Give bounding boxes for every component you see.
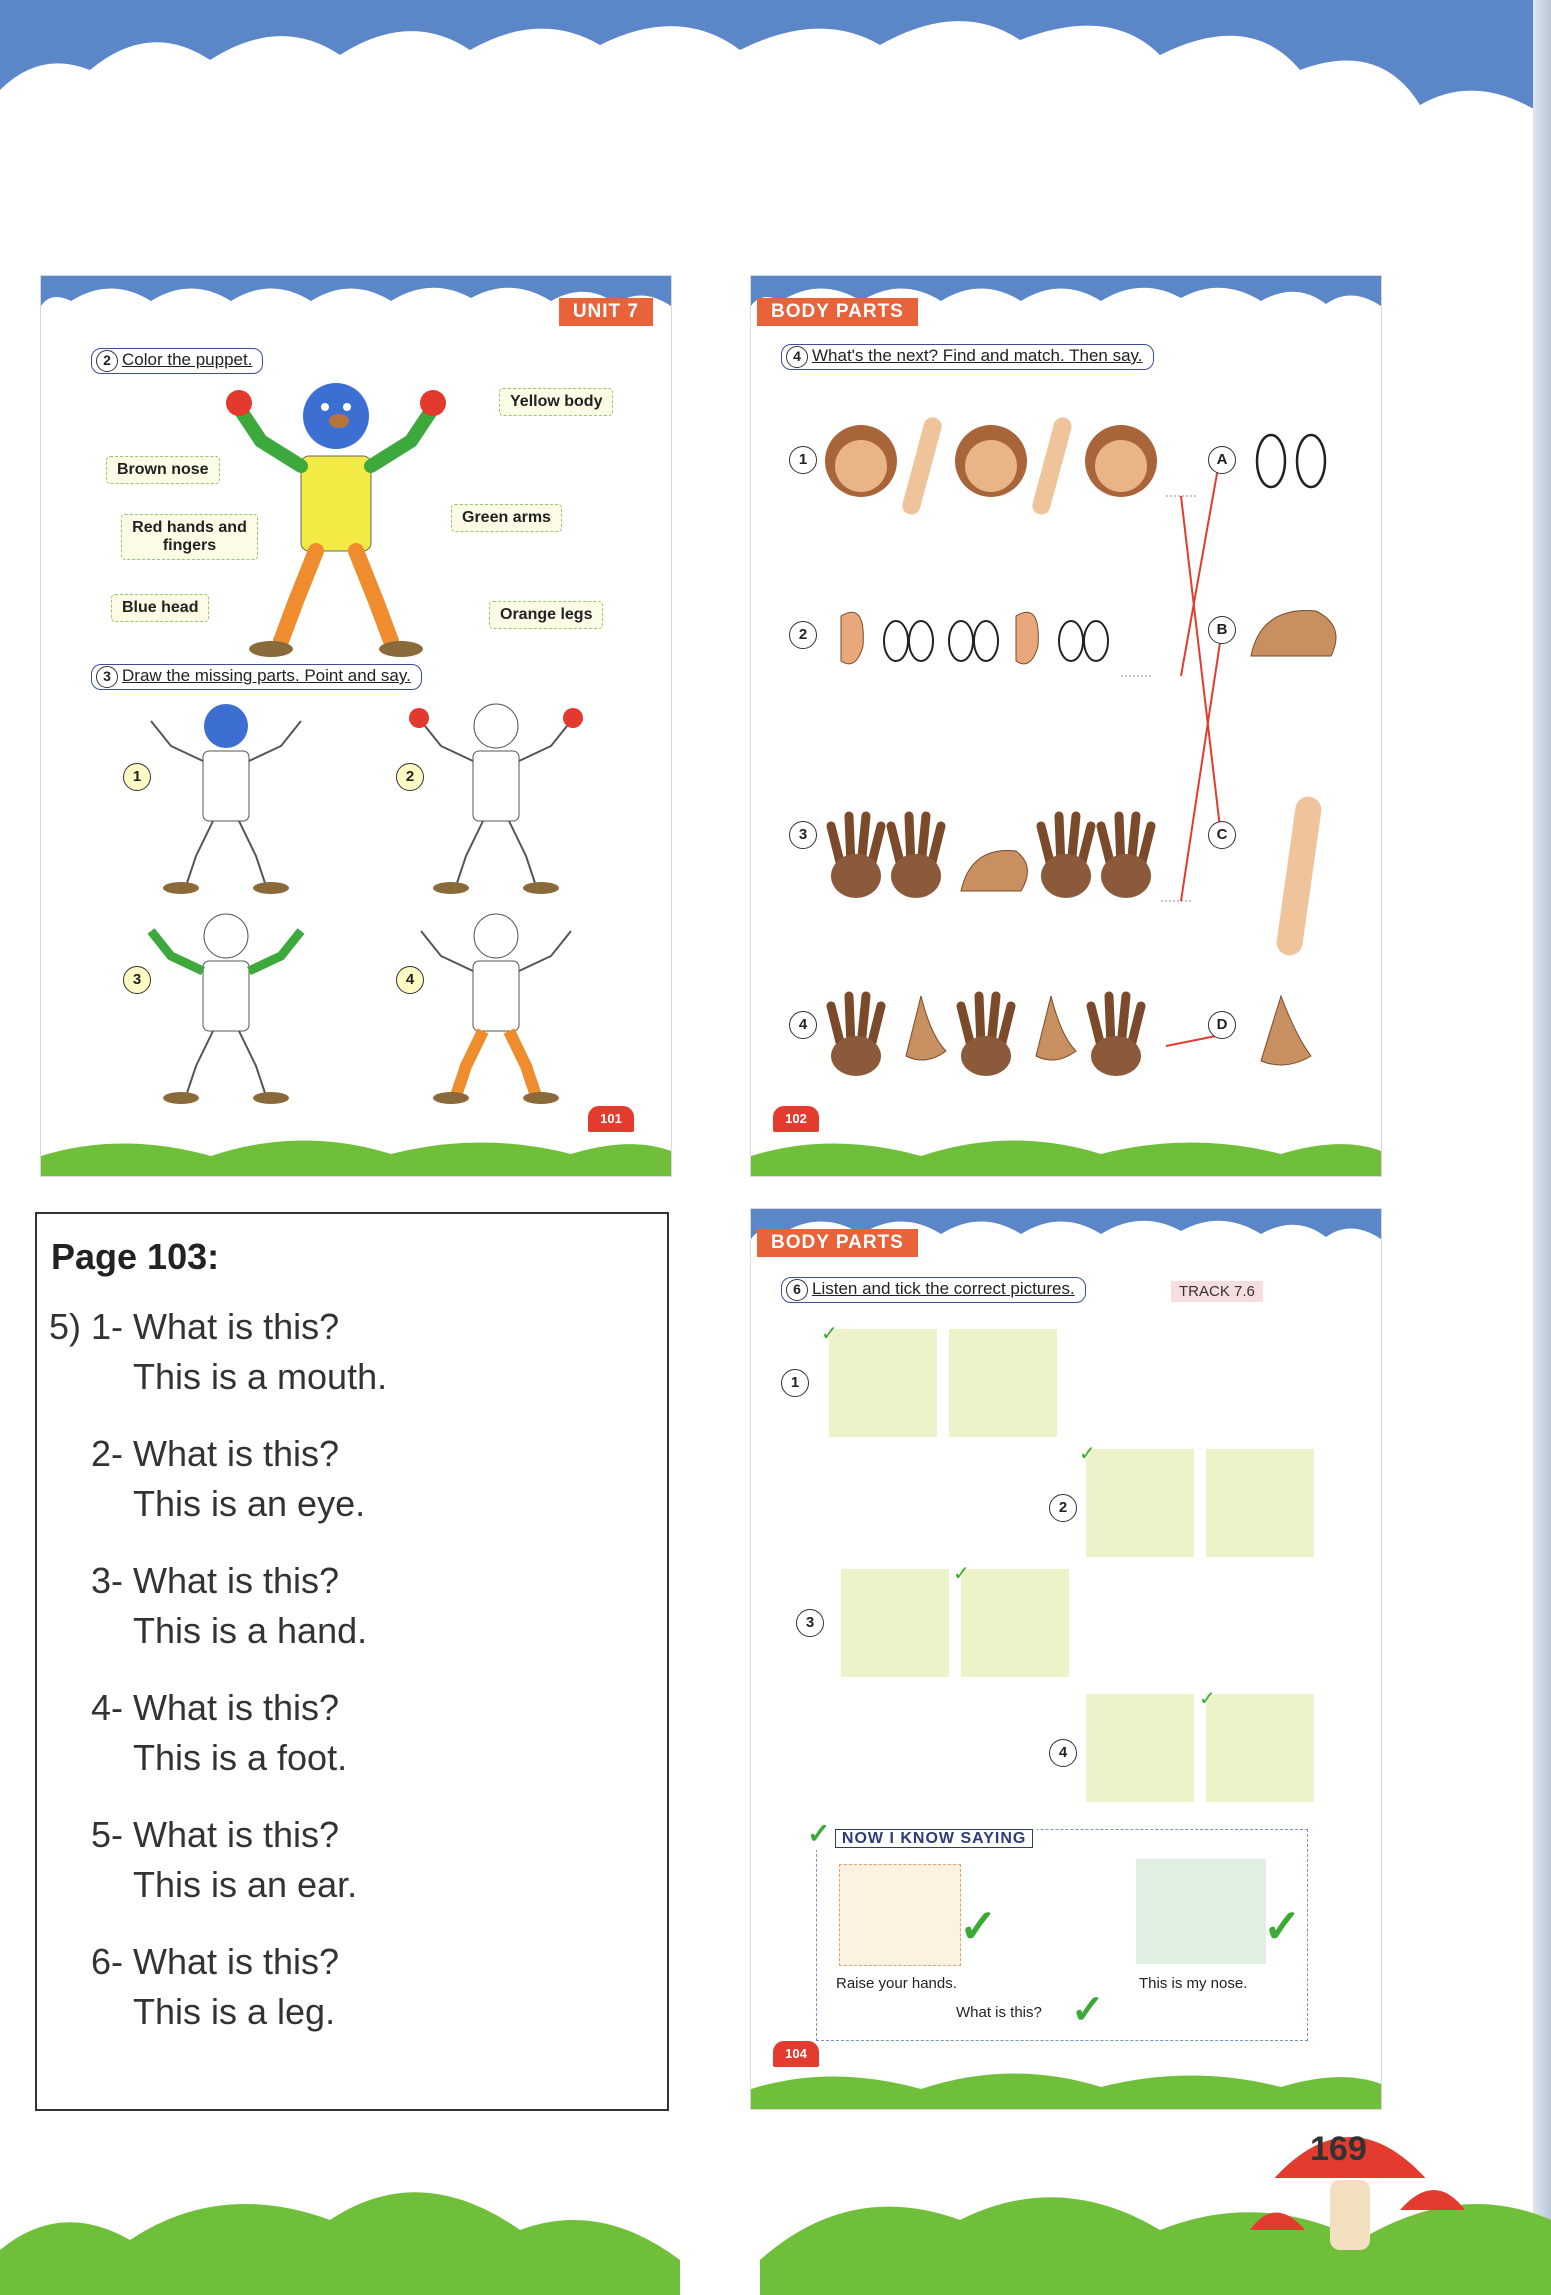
check-icon: ✓ (959, 1900, 998, 1952)
puppet-outline-4 (401, 906, 591, 1106)
option-b: B (1208, 616, 1236, 644)
label-green-arms: Green arms (451, 504, 562, 532)
exercise-3-instruction (91, 664, 422, 690)
label-red-hands: Red hands and fingers (121, 514, 258, 560)
body-parts-tag: BODY PARTS (757, 1229, 918, 1257)
picture-2b (1206, 1449, 1314, 1557)
panel-grass (751, 1126, 1381, 1176)
nose-picture (1136, 1859, 1266, 1964)
sky-cloud-banner (0, 0, 1551, 170)
check-icon: ✓ (1079, 1443, 1096, 1465)
page-number-badge: 102 (771, 1104, 821, 1134)
answer-item-1 (49, 1302, 387, 1402)
instruction-text: Draw the missing parts. Point and say. (122, 666, 411, 685)
picture-2a (1086, 1449, 1194, 1557)
answer-item-4 (91, 1683, 347, 1783)
check-icon: ✓ (953, 1563, 970, 1585)
question-text: 4- What is this? (91, 1687, 340, 1728)
question-text: 1- What is this? (91, 1306, 340, 1347)
panel-grass (41, 1126, 671, 1176)
answer-item-5 (91, 1810, 357, 1910)
exercise-prefix: 5) (49, 1306, 82, 1347)
option-d: D (1208, 1011, 1236, 1039)
answer-item-3 (91, 1556, 367, 1656)
answer-text: This is a hand. (133, 1610, 368, 1651)
item-number-2: 2 (1049, 1494, 1077, 1522)
caption-what-is-this: What is this? (956, 2004, 1042, 2021)
raise-hands-picture (839, 1864, 961, 1966)
check-icon: ✓ (1071, 1988, 1105, 2032)
instruction-text: What's the next? Find and match. Then say. (812, 346, 1143, 365)
label-yellow-body: Yellow body (499, 388, 613, 416)
puppet-outline-1 (131, 696, 321, 896)
row-number-3: 3 (789, 821, 817, 849)
item-number-3: 3 (796, 1609, 824, 1637)
check-icon: ✓ (807, 1818, 831, 1849)
picture-3b (961, 1569, 1069, 1677)
picture-1b (949, 1329, 1057, 1437)
answer-text: This is a leg. (133, 1991, 336, 2032)
page-101-panel (40, 275, 672, 1177)
caption-raise-hands: Raise your hands. (836, 1975, 957, 1992)
item-number-2: 2 (396, 763, 424, 791)
answer-item-6 (91, 1937, 339, 2037)
instruction-text: Color the puppet. (122, 350, 253, 369)
question-text: 2- What is this? (91, 1433, 340, 1474)
answer-text: This is a foot. (133, 1737, 348, 1778)
puppet-outline-3 (131, 906, 321, 1106)
item-number-4: 4 (396, 966, 424, 994)
body-parts-tag: BODY PARTS (757, 298, 918, 326)
label-orange-legs: Orange legs (489, 601, 603, 629)
item-number-3: 3 (123, 966, 151, 994)
question-text: 5- What is this? (91, 1814, 340, 1855)
row-number-4: 4 (789, 1011, 817, 1039)
page-edge (1533, 0, 1551, 2295)
picture-3a (841, 1569, 949, 1677)
page-104-panel (750, 1208, 1382, 2110)
label-brown-nose: Brown nose (106, 456, 220, 484)
pattern-sequences-illustration (821, 396, 1251, 1076)
row-number-2: 2 (789, 621, 817, 649)
check-icon: ✓ (1263, 1900, 1302, 1952)
exercise-4-instruction (781, 344, 1154, 370)
answer-text: This is a mouth. (133, 1356, 388, 1397)
option-a: A (1208, 446, 1236, 474)
now-i-know-title: NOW I KNOW SAYING (835, 1829, 1033, 1848)
option-c: C (1208, 821, 1236, 849)
row-number-1: 1 (789, 446, 817, 474)
answer-text: This is an eye. (133, 1483, 366, 1524)
puppet-outline-2 (401, 696, 591, 896)
item-number-4: 4 (1049, 1739, 1077, 1767)
instruction-text: Listen and tick the correct pictures. (812, 1279, 1075, 1298)
check-icon: ✓ (821, 1323, 838, 1345)
check-icon: ✓ (1199, 1688, 1216, 1710)
exercise-number: 4 (786, 346, 808, 368)
track-label: TRACK 7.6 (1171, 1281, 1263, 1302)
question-text: 6- What is this? (91, 1941, 340, 1982)
now-i-know-header (803, 1817, 1037, 1850)
picture-1a (829, 1329, 937, 1437)
answer-box-page-103 (35, 1212, 669, 2111)
page-number-badge: 104 (771, 2039, 821, 2069)
answer-title: Page 103: (51, 1236, 220, 1277)
answer-pictures (1241, 416, 1361, 1076)
picture-4a (1086, 1694, 1194, 1802)
question-text: 3- What is this? (91, 1560, 340, 1601)
exercise-number: 2 (96, 350, 118, 372)
exercise-number: 6 (786, 1279, 808, 1301)
page-102-panel (750, 275, 1382, 1177)
item-number-1: 1 (123, 763, 151, 791)
book-page-number: 169 (1310, 2130, 1367, 2168)
page-number-badge: 101 (586, 1104, 636, 1134)
label-blue-head: Blue head (111, 594, 209, 622)
item-number-1: 1 (781, 1369, 809, 1397)
answer-text: This is an ear. (133, 1864, 358, 1905)
answer-item-2 (91, 1429, 365, 1529)
picture-4b (1206, 1694, 1314, 1802)
unit-tag: UNIT 7 (559, 298, 653, 326)
mushroom-icon (1250, 2100, 1470, 2270)
caption-nose: This is my nose. (1139, 1975, 1248, 1992)
exercise-number: 3 (96, 666, 118, 688)
exercise-6-instruction (781, 1277, 1086, 1303)
